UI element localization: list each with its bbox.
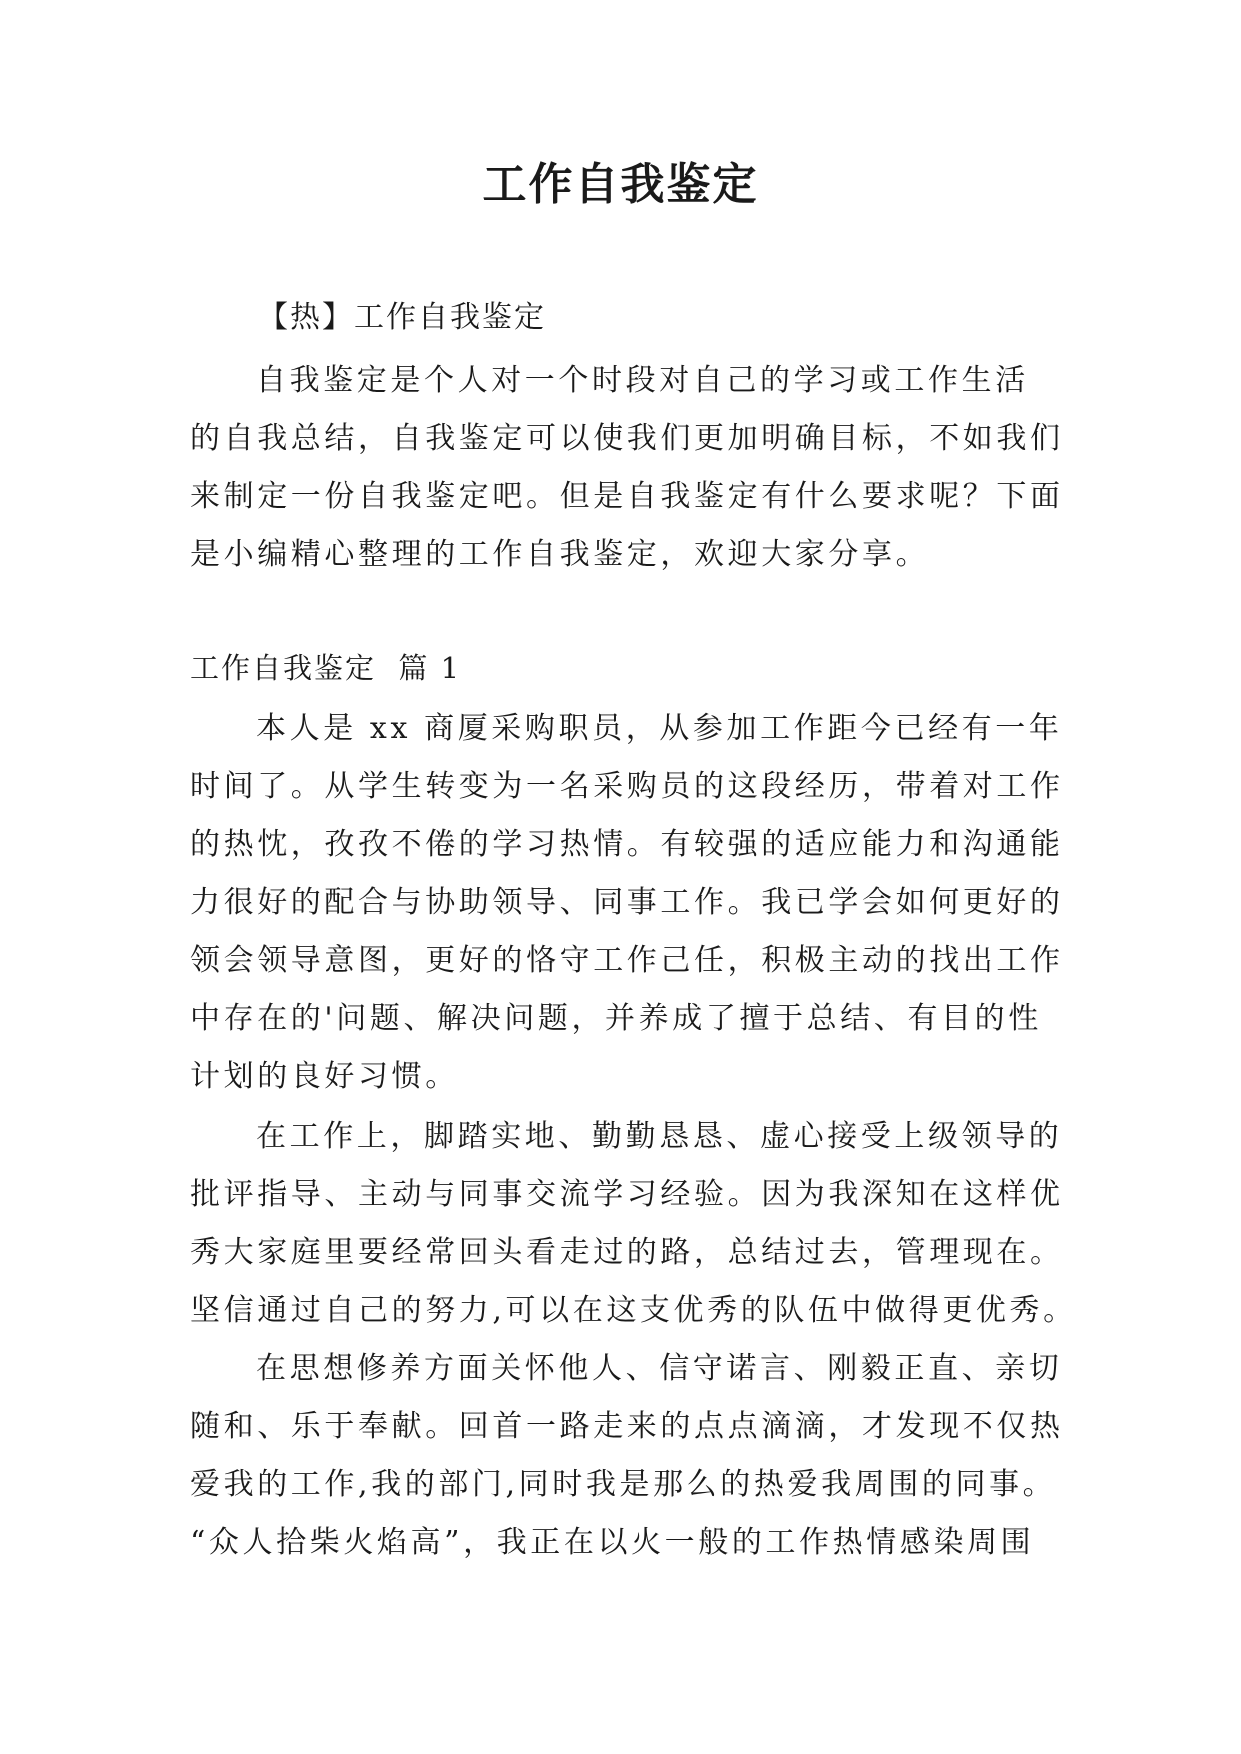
paragraph-line: 时间了。从学生转变为一名采购员的这段经历，带着对工作 (190, 769, 1064, 804)
paragraph-line: 爱我的工作,我的部门,同时我是那么的热爱我周围的同事。 (190, 1467, 1057, 1502)
paragraph-line: 坚信通过自己的努力,可以在这支优秀的队伍中做得更优秀。 (190, 1293, 1077, 1328)
intro-line: 是小编精心整理的工作自我鉴定，欢迎大家分享。 (190, 537, 930, 572)
paragraph-line: 本人是 xx 商厦采购职员，从参加工作距今已经有一年 (256, 711, 1063, 746)
intro-paragraph (190, 352, 1064, 584)
paragraph-line: 在工作上，脚踏实地、勤勤恳恳、虚心接受上级领导的 (256, 1119, 1063, 1154)
intro-line: 来制定一份自我鉴定吧。但是自我鉴定有什么要求呢？下面 (190, 479, 1064, 514)
paragraph-1 (190, 700, 1064, 1106)
paragraph-line: 力很好的配合与协助领导、同事工作。我已学会如何更好的 (190, 885, 1064, 920)
paragraph-line: “众人拾柴火焰高”，我正在以火一般的工作热情感染周围 (190, 1525, 1035, 1560)
paragraph-line: 随和、乐于奉献。回首一路走来的点点滴滴，才发现不仅热 (190, 1409, 1064, 1444)
paragraph-line: 在思想修养方面关怀他人、信守诺言、刚毅正直、亲切 (256, 1351, 1063, 1386)
document-subtitle: 【热】工作自我鉴定 (258, 300, 546, 335)
paragraph-line: 批评指导、主动与同事交流学习经验。因为我深知在这样优 (190, 1177, 1064, 1212)
intro-line: 自我鉴定是个人对一个时段对自己的学习或工作生活 (256, 363, 1029, 398)
section-heading: 工作自我鉴定 篇 1 (190, 651, 462, 685)
paragraph-3 (190, 1340, 1064, 1572)
page-title: 工作自我鉴定 (482, 159, 759, 210)
paragraph-line: 领会领导意图，更好的恪守工作己任，积极主动的找出工作 (190, 943, 1064, 978)
paragraph-2 (190, 1108, 1077, 1340)
paragraph-line: 计划的良好习惯。 (190, 1059, 459, 1094)
paragraph-line: 秀大家庭里要经常回头看走过的路，总结过去，管理现在。 (190, 1235, 1064, 1270)
intro-line: 的自我总结，自我鉴定可以使我们更加明确目标，不如我们 (190, 421, 1064, 456)
paragraph-line: 中存在的'问题、解决问题，并养成了擅于总结、有目的性 (190, 1001, 1042, 1036)
paragraph-line: 的热忱，孜孜不倦的学习热情。有较强的适应能力和沟通能 (190, 827, 1064, 862)
